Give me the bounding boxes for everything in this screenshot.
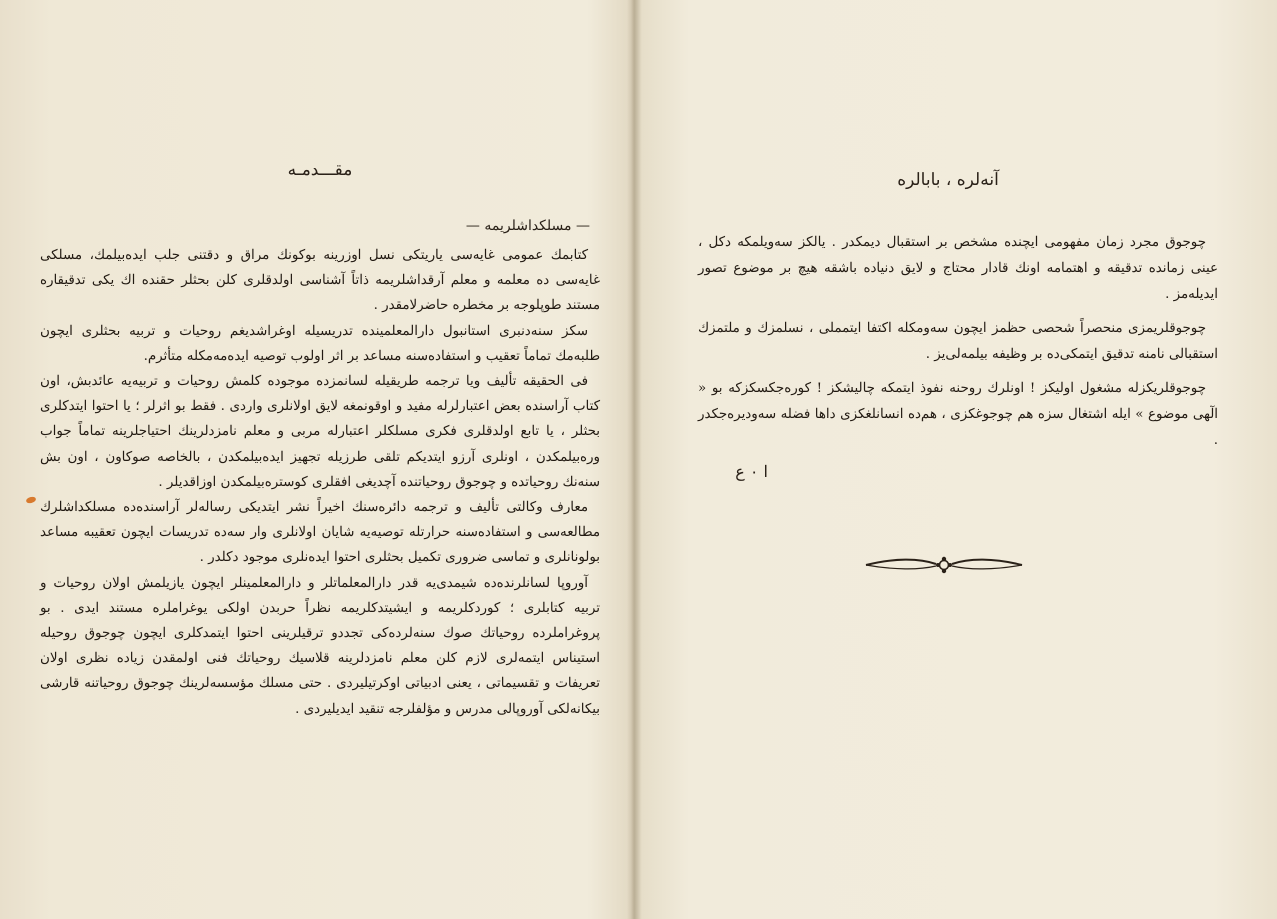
left-paragraph-3: فی الحقیقه تألیف ویا ترجمه طریقیله لسانمزده موجوده کلمش روحیات و تربیه‌یه عائدبش، اون کتاب آراسنده بعض اعتبارلرله مفید و اوقونمغه لایق اولانلری واردی . فقط بو اثرلر ؛ یا احتوا ایتدکلری بحثلر ، یا تابع اولدقلری فکری مسلکلر اعتبارله مربی و معلم نامزدلرینك احتیاجلرینه تماماً جواب وره‌بیلمکدن ، اونلری آرزو ایتدیکم تلقی طرزیله تجهیز ایده‌بیلمکدن ، بالخاصه صوکاون ، اون بش سنه‌نك روحیاتده و چوجوق روحیاتنده آچدیغی افقلری کوستره‌بیلمکدن اوزاقدیلر . xyxy=(40,374,600,490)
left-page-title: مقـــدمـه xyxy=(287,160,353,180)
right-page-title: آنه‌لره ، بابالره xyxy=(897,170,999,190)
left-page-subtitle: — مسلکداشلریمه — xyxy=(465,218,590,234)
ornament-divider-icon xyxy=(864,550,1024,580)
right-page xyxy=(638,0,1277,919)
left-paragraph-1: کتابمك عمومی غایه‌سی یاریتکی نسل اوزرینه بوکونك مراق و دقتنی جلب ایده‌بیلمك، مسلکی غایه‌سی ده معلمه و معلم آرقداشلریمه ذاتاً آشناسی اولدقلری کلن بحثلر حقنده اك یکی تدقیقاره مستند طوپلوجه بر مخطره حاضرلامقدر . xyxy=(40,248,600,314)
left-page xyxy=(0,0,630,919)
left-paragraph-4: معارف وکالتی تألیف و ترجمه دائره‌سنك اخیراً نشر ایتدیکی رساله‌لر آراسنده‌ده مسلکداشلرك مطالعه‌سی و استفاده‌سنه حرارتله توصیه‌یه شایان اولانلری وار سه‌ده تدریسات ایچون تعقیبه مساعد بولونانلری و تماسی ضروری تکمیل بحثلری احتوا ایده‌نلری موجود دکلدر . xyxy=(40,500,600,566)
right-page-body xyxy=(698,230,1218,454)
right-paragraph-3: چوجوقلریکزله مشغول اولیکز ! اونلرك روحنه نفوذ ایتمکه چالیشکز ! کوره‌جکسکزکه بو « الٓهی موضوع » ایله اشتغال سزه هم چوجوغکزی ، هم‌ده انسانلغکزی داها فضله سه‌ودیره‌جکدر . xyxy=(698,381,1218,448)
left-paragraph-2: سکز سنه‌دنبری استانبول دارالمعلمینده تدریسیله اوغراشدیغم روحیات و تربیه بحثلری ایچون طلبه‌مك تماماً تعقیب و استفاده‌سنه مساعد بر اثر اولوب توصیه ایده‌مه‌مکله متأثرم. xyxy=(40,323,600,364)
signature-initials: ا ٠ ع xyxy=(735,462,768,481)
right-paragraph-1: چوجوق مجرد زمان مفهومی ایچنده مشخص بر استقبال دیمکدر . یالکز سه‌ویلمکه دکل ، عینی زمانده تدقیقه و اهتمامه اونك قادار محتاج و لایق دنیاده باشقه هیچ بر موضوع تصور ایدیله‌مز . xyxy=(698,235,1218,302)
right-paragraph-2: چوجوقلریمزی منحصراً شحصی حظمز ایچون سه‌ومکله اکتفا ایتمملی ، نسلمزك و ملتمزك استقبالی نامنه تدقیق ایتمکی‌ده بر وظیفه بیلمه‌لی‌یز . xyxy=(698,321,1218,362)
left-paragraph-5: آوروپا لسانلرنده‌ده شیمدی‌یه قدر دارالمعلماتلر و دارالمعلمینلر ایچون یازیلمش اولان روحیات و تربیه کتابلری ؛ کوردکلریمه و ایشیتدکلریمه نظراً حربدن اولکی یوغراملره مستند ایدی . بو پروغراملرده روحیاتك صوك سنه‌لرده‌کی تجددو ترقیلرینی احتوا ایتمدکلری ایچون چوجوق روحیله استیناس ایتمه‌لری لازم کلن معلم نامزدلرینه قلاسیك روحیاتك فنی اولمقدن زیاده نظری اولان تعریفات و تقسیماتی ، یعنی ادبیاتی اوکرتیلیردی . حتی مسلك مؤسسه‌لرینك چوجوق روحیاتنه قارشی بیکانه‌لکی آوروپالی مدرس و مؤلفلرجه تنقید ایدیلیردی . xyxy=(40,575,600,717)
left-page-body xyxy=(40,243,600,722)
